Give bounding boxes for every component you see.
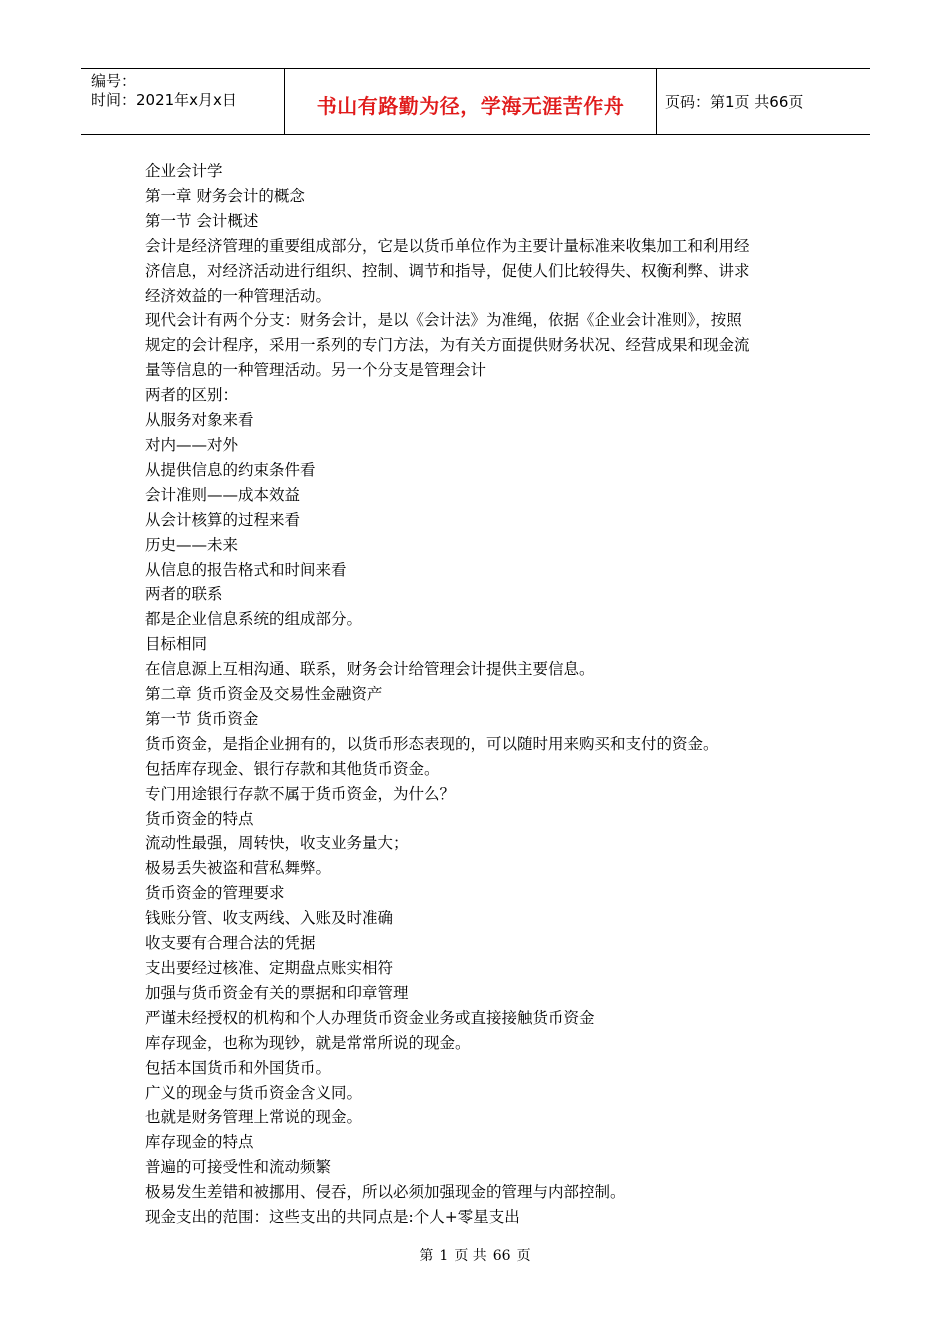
body-line: 货币资金的管理要求 xyxy=(145,884,285,903)
body-line: 广义的现金与货币资金含义同。 xyxy=(145,1083,363,1102)
footer-page-number: 1 xyxy=(439,1248,449,1264)
body-line: 企业会计学 xyxy=(145,162,223,180)
document-code-label: 编号： xyxy=(91,72,137,90)
header-motto: 书山有路勤为径，学海无涯苦作舟 xyxy=(316,94,625,118)
header-meta xyxy=(81,69,285,134)
body-line: 两者的联系 xyxy=(145,585,223,604)
body-line: 第一节 会计概述 xyxy=(145,211,259,230)
body-line: 第二章 货币资金及交易性金融资产 xyxy=(145,685,383,704)
body-line: 第一节 货币资金 xyxy=(145,709,259,728)
body-line: 库存现金，也称为现钞，就是常常所说的现金。 xyxy=(145,1033,471,1052)
body-line: 包括库存现金、银行存款和其他货币资金。 xyxy=(145,759,440,778)
body-line: 货币资金的特点 xyxy=(145,809,254,828)
footer-suffix: 页 xyxy=(516,1248,531,1264)
body-line: 规定的会计程序，采用一系列的专门方法，为有关方面提供财务状况、经营成果和现金流 xyxy=(145,336,750,355)
body-line: 量等信息的一种管理活动。另一个分支是管理会计 xyxy=(145,361,487,380)
body-line: 库存现金的特点 xyxy=(145,1133,254,1152)
body-line: 会计准则——成本效益 xyxy=(145,485,301,504)
body-line: 加强与货币资金有关的票据和印章管理 xyxy=(145,983,409,1002)
body-line: 在信息源上互相沟通、联系，财务会计给管理会计提供主要信息。 xyxy=(145,660,595,679)
body-line: 从信息的报告格式和时间来看 xyxy=(145,560,347,579)
header-page-info-cell xyxy=(657,69,870,134)
page-footer xyxy=(0,1245,950,1265)
body-line: 钱账分管、收支两线、入账及时准确 xyxy=(145,909,394,928)
body-line: 济信息，对经济活动进行组织、控制、调节和指导，促使人们比较得失、权衡利弊、讲求 xyxy=(145,261,750,280)
body-line: 都是企业信息系统的组成部分。 xyxy=(145,610,363,629)
document-date: 时间：2021年x月x日 xyxy=(91,91,237,109)
body-line: 专门用途银行存款不属于货币资金，为什么？ xyxy=(145,784,456,803)
body-line: 流动性最强，周转快，收支业务量大； xyxy=(145,834,409,853)
footer-prefix: 第 xyxy=(419,1248,434,1264)
body-line: 从提供信息的约束条件看 xyxy=(145,460,316,479)
body-line: 从会计核算的过程来看 xyxy=(145,510,301,529)
body-line: 第一章 财务会计的概念 xyxy=(145,186,305,205)
body-line: 经济效益的一种管理活动。 xyxy=(145,286,332,305)
body-line: 对内——对外 xyxy=(145,435,239,454)
footer-total-pages: 66 xyxy=(492,1248,511,1264)
body-line: 支出要经过核准、定期盘点账实相符 xyxy=(145,959,394,977)
body-line: 两者的区别： xyxy=(145,386,239,405)
body-line: 普遍的可接受性和流动频繁 xyxy=(145,1158,332,1177)
body-line: 极易发生差错和被挪用、侵吞，所以必须加强现金的管理与内部控制。 xyxy=(145,1183,626,1202)
page-header xyxy=(81,68,870,135)
document-body xyxy=(145,159,815,1230)
body-line: 极易丢失被盗和营私舞弊。 xyxy=(145,859,332,878)
body-line: 历史——未来 xyxy=(145,535,239,554)
body-line: 收支要有合理合法的凭据 xyxy=(145,934,316,953)
body-line: 严谨未经授权的机构和个人办理货币资金业务或直接接触货币资金 xyxy=(145,1008,595,1027)
body-line: 包括本国货币和外国货币。 xyxy=(145,1058,332,1077)
header-page-info: 页码：第1页 共66页 xyxy=(665,93,804,111)
body-line: 货币资金，是指企业拥有的，以货币形态表现的，可以随时用来购买和支付的资金。 xyxy=(145,734,719,753)
footer-middle: 页 共 xyxy=(454,1248,487,1264)
body-line: 目标相同 xyxy=(145,635,208,654)
header-motto-cell xyxy=(285,69,657,134)
body-line: 会计是经济管理的重要组成部分，它是以货币单位作为主要计量标准来收集加工和利用经 xyxy=(145,236,750,255)
body-line: 从服务对象来看 xyxy=(145,411,254,430)
body-line: 现代会计有两个分支：财务会计，是以《会计法》为准绳，依据《企业会计准则》，按照 xyxy=(145,311,742,330)
body-line: 也就是财务管理上常说的现金。 xyxy=(145,1108,363,1127)
body-line: 现金支出的范围：这些支出的共同点是:个人+零星支出 xyxy=(145,1208,520,1227)
